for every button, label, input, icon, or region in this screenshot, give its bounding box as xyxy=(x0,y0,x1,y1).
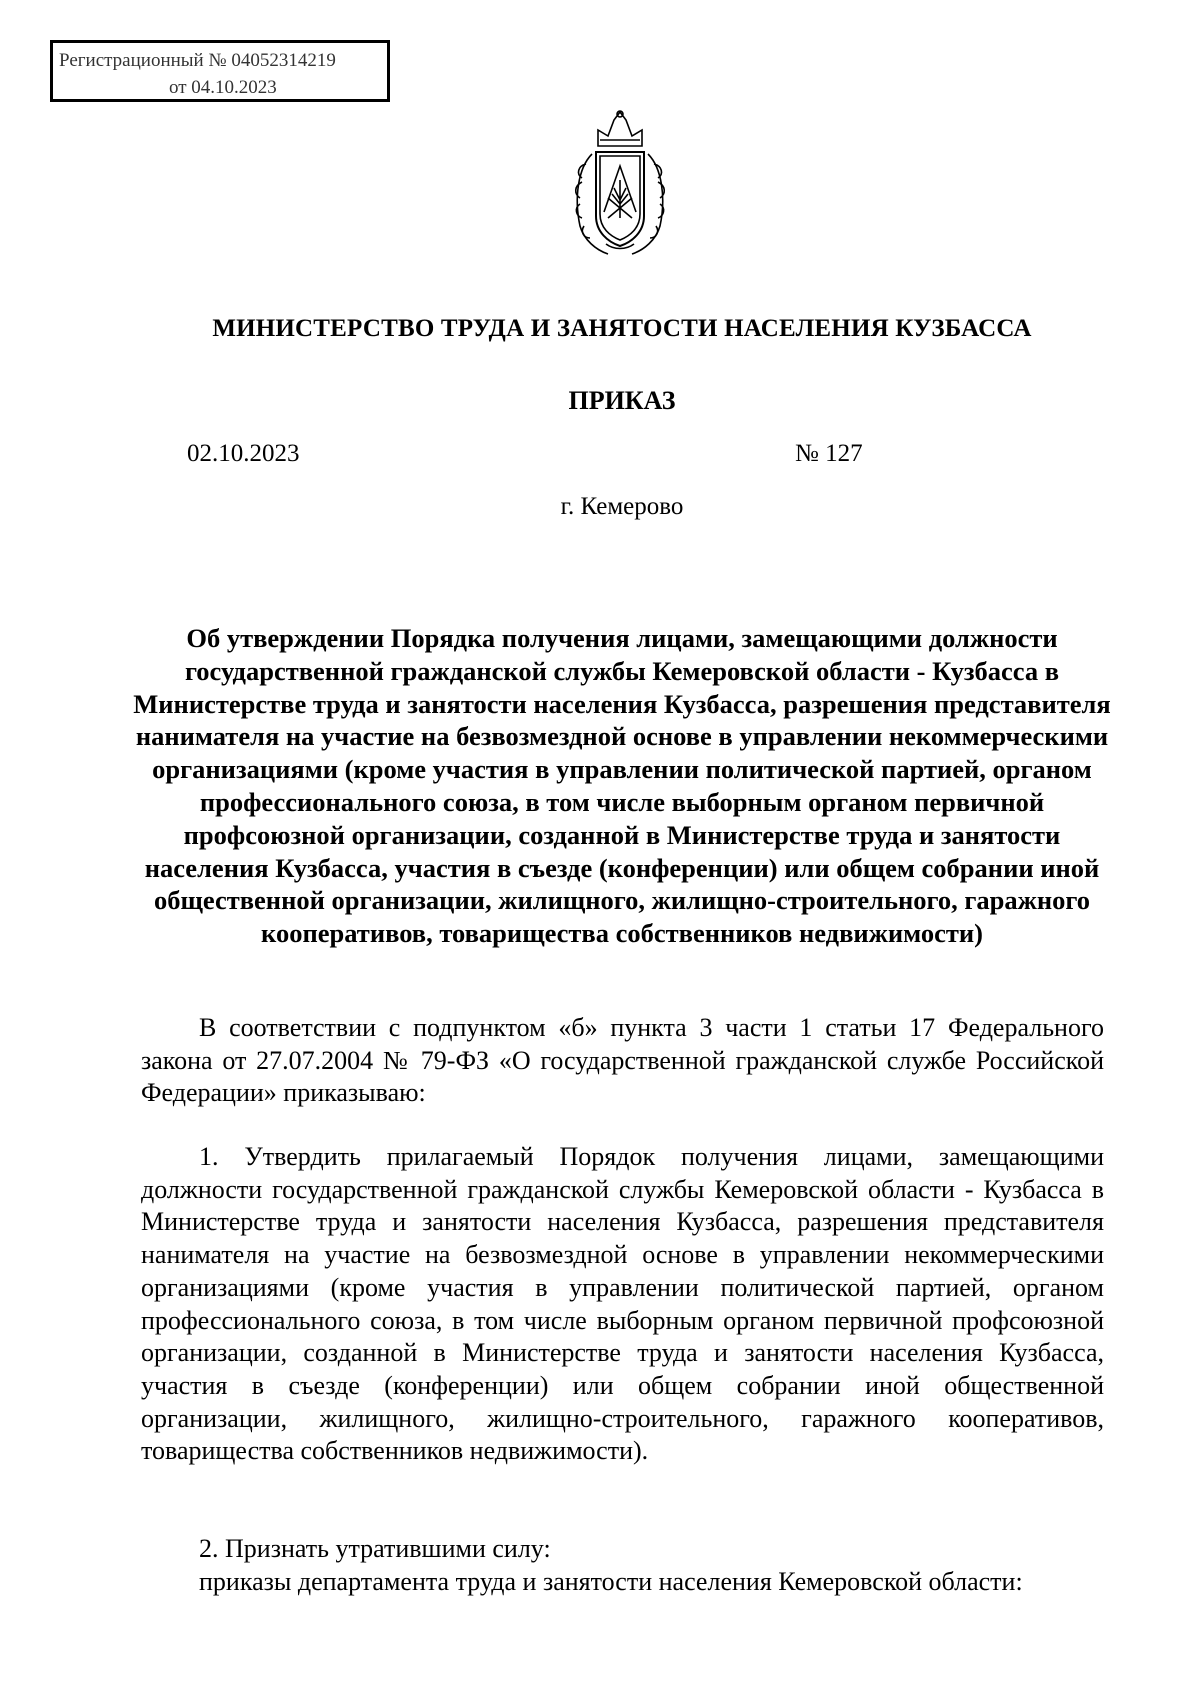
item-2-paragraph: 2. Признать утратившими силу: xyxy=(199,1534,551,1563)
item-2-subparagraph: приказы департамента труда и занятости населения Кемеровской области: xyxy=(199,1567,1023,1596)
order-city: г. Кемерово xyxy=(560,493,684,520)
registration-number: Регистрационный № 04052314219 xyxy=(59,50,336,71)
order-date: 02.10.2023 xyxy=(187,440,300,467)
item-1-paragraph: 1. Утвердить прилагаемый Порядок получения лицами, замещающими должности государственной гражданской службы Кемеровской области - Кузбасса в Министерстве труда и занятости населения Кузбасса, разрешения представителя нанимателя на участие на безвозмездной основе в управлении некоммерческими организациями (кроме участия в управлении политической партией, органом профессионального союза, в том числе выборным органом первичной профсоюзной организации, созданной в Министерстве труда и занятости населения Кузбасса, участия в съезде (конференции) или общем собрании иной общественной организации, жилищного, жилищно-строительного, гаражного кооперативов, товарищества собственников недвижимости). xyxy=(141,1142,1104,1466)
registration-date: от 04.10.2023 xyxy=(169,77,277,98)
document-type: ПРИКАЗ xyxy=(568,386,676,415)
order-number: № 127 xyxy=(795,440,863,467)
kuzbass-coat-of-arms-icon xyxy=(568,108,672,258)
ministry-name: МИНИСТЕРСТВО ТРУДА И ЗАНЯТОСТИ НАСЕЛЕНИЯ КУЗБАССА xyxy=(212,315,1032,342)
registration-stamp xyxy=(50,40,390,102)
order-title: Об утверждении Порядка получения лицами, замещающими должности государственной гражданской службы Кемеровской области - Кузбасса в Министерстве труда и занятости населения Кузбасса, разрешения представителя нанимателя на участие на безвозмездной основе в управлении некоммерческими организациями (кроме участия в управлении политической партией, органом профессионального союза, в том числе выборным органом первичной профсоюзной организации, созданной в Министерстве труда и занятости населения Кузбасса, участия в съезде (конференции) или общем собрании иной общественной организации, жилищного, жилищно-строительного, гаражного кооперативов, товарищества собственников недвижимости) xyxy=(133,623,1111,949)
intro-paragraph: В соответствии с подпунктом «б» пункта 3 части 1 статьи 17 Федерального закона от 27.07.2004 № 79-ФЗ «О государственной гражданской службе Российской Федерации» приказываю: xyxy=(141,1013,1104,1108)
